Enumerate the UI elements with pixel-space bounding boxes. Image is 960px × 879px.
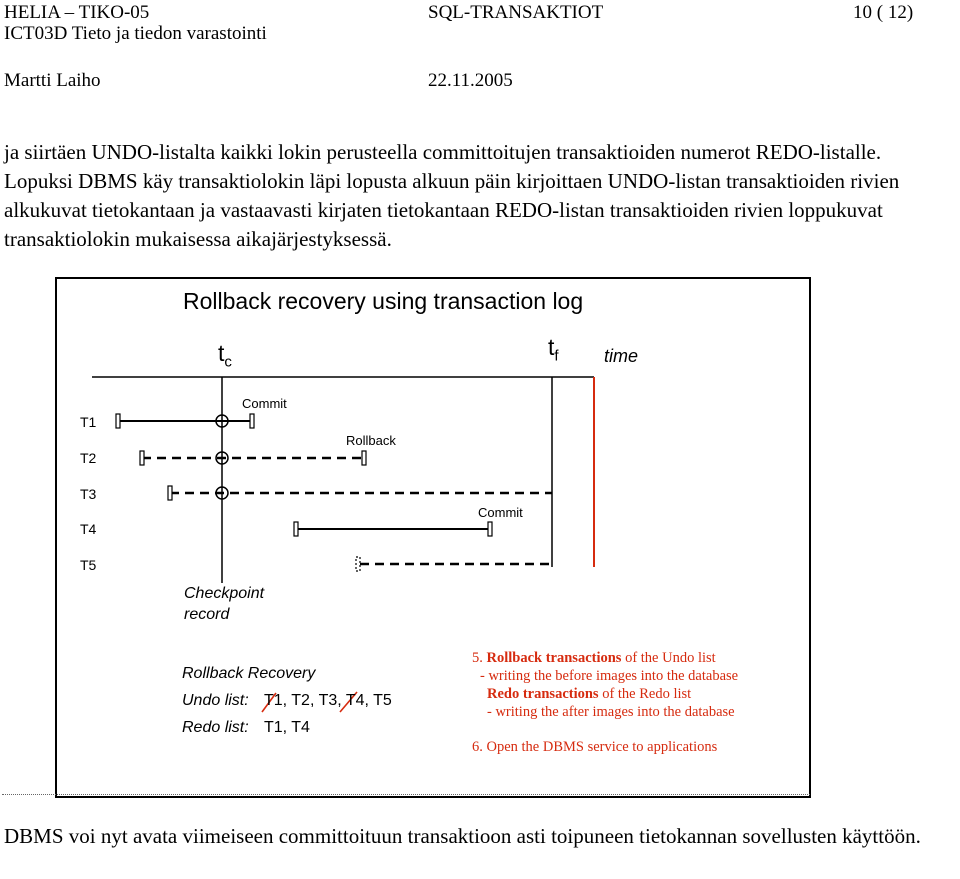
header-author: Martti Laiho bbox=[4, 70, 101, 91]
transaction-label-t4: T4 bbox=[80, 521, 97, 537]
t2-rollback-marker bbox=[362, 451, 366, 465]
recovery-title: Rollback Recovery bbox=[182, 665, 316, 682]
header-page-number: 10 ( 12) bbox=[853, 2, 914, 23]
transaction-label-t2: T2 bbox=[80, 450, 97, 466]
header-school: HELIA – TIKO-05 bbox=[4, 2, 150, 23]
tc-label: $t_c$ bbox=[218, 340, 232, 371]
tf-label: $t_f$ bbox=[548, 334, 559, 365]
t1-start-marker bbox=[116, 414, 120, 428]
redo-list-items: T1, T4 bbox=[264, 719, 310, 736]
t3-start-marker bbox=[168, 486, 172, 500]
undo-list-items: T1, T2, T3, T4, T5 bbox=[264, 692, 392, 709]
intro-paragraph: ja siirtäen UNDO-listalta kaikki lokin perusteella committoitujen transaktioiden numerot REDO-listalle. Lopuksi DBMS käy transaktiolokin läpi lopusta alkuun päin kirjoittaen UNDO-listan transaktioiden rivien alkukuvat tietokantaan ja vastaavasti kirjaten tietokantaan REDO-listan transaktioiden rivien loppukuvat transaktiolokin mukaisessa aikajärjestyksessä. bbox=[4, 140, 900, 251]
diagram-title: Rollback recovery using transaction log bbox=[183, 288, 584, 314]
t1-commit-marker bbox=[250, 414, 254, 428]
redo-list-label: Redo list: bbox=[182, 719, 249, 736]
transaction-label-t1: T1 bbox=[80, 414, 97, 430]
closing-paragraph: DBMS voi nyt avata viimeiseen committoituun transaktioon asti toipuneen tietokannan sovellusten käyttöön. bbox=[4, 824, 921, 848]
header-course: ICT03D Tieto ja tiedon varastointi bbox=[4, 23, 267, 44]
checkpoint-label-line1: Checkpoint bbox=[184, 585, 265, 602]
undo-list-label: Undo list: bbox=[182, 692, 249, 709]
commit-label-t4: Commit bbox=[478, 505, 523, 520]
header-doc-title: SQL-TRANSAKTIOT bbox=[428, 2, 604, 23]
step5-line1: 5. Rollback transactions of the Undo list bbox=[472, 650, 716, 666]
transaction-label-t5: T5 bbox=[80, 557, 97, 573]
step5-line2: - writing the before images into the database bbox=[480, 668, 739, 684]
t4-commit-marker bbox=[488, 522, 492, 536]
t5-start-marker bbox=[356, 557, 360, 571]
time-label: time bbox=[604, 346, 639, 366]
step6-line: 6. Open the DBMS service to applications bbox=[472, 739, 718, 755]
transaction-label-t3: T3 bbox=[80, 486, 97, 502]
commit-label-t1: Commit bbox=[242, 396, 287, 411]
checkpoint-label-line2: record bbox=[184, 606, 230, 623]
step5-line3: Redo transactions of the Redo list bbox=[487, 686, 692, 702]
rollback-label-t2: Rollback bbox=[346, 433, 396, 448]
step5-line4: - writing the after images into the database bbox=[487, 704, 735, 720]
t2-start-marker bbox=[140, 451, 144, 465]
header-date: 22.11.2005 bbox=[428, 70, 513, 91]
t4-start-marker bbox=[294, 522, 298, 536]
